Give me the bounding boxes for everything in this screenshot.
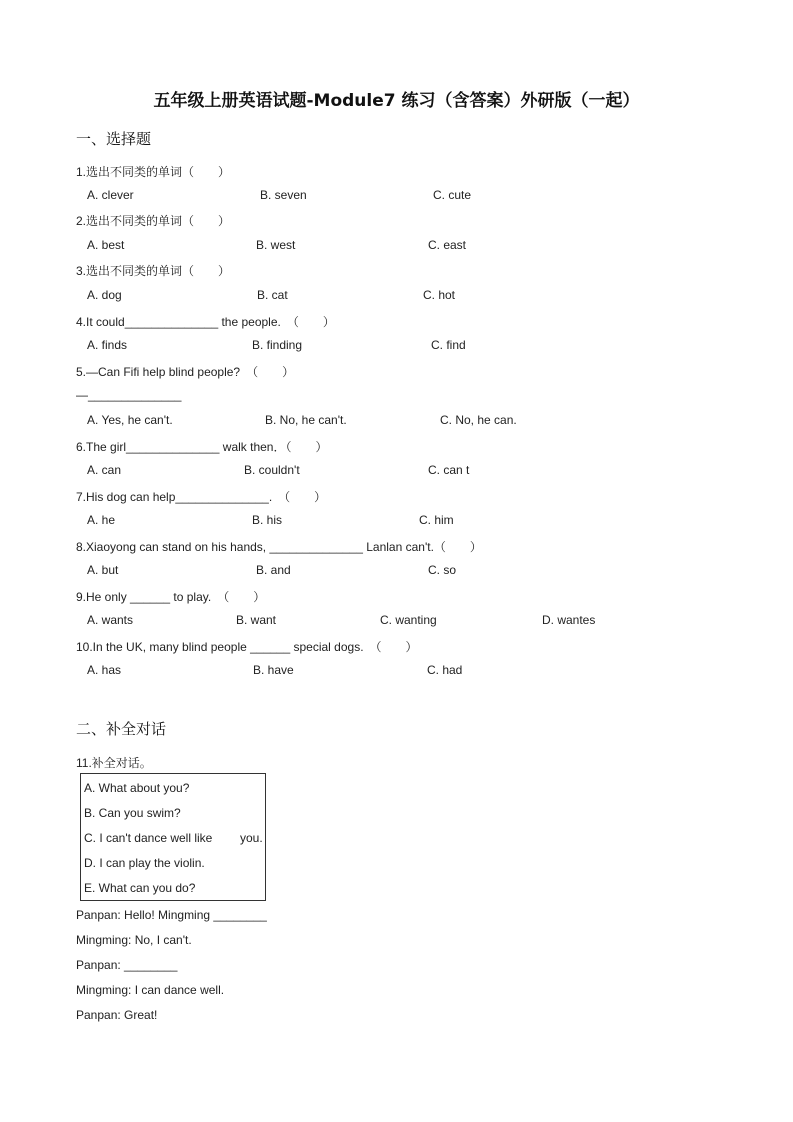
question-6-option-b[interactable]: B. couldn't xyxy=(244,463,300,477)
page-title: 五年级上册英语试题-Module7 练习（含答案）外研版（一起） xyxy=(153,91,640,111)
question-10-option-b[interactable]: B. have xyxy=(253,663,294,677)
question-5-stem: 5.—Can Fifi help blind people? （ ） xyxy=(76,365,295,379)
question-4-option-c[interactable]: C. find xyxy=(431,338,466,352)
box-option-b: B. Can you swim? xyxy=(84,806,181,820)
box-option-a: A. What about you? xyxy=(84,781,190,795)
question-9-stem: 9.He only ______ to play. （ ） xyxy=(76,590,266,604)
question-9-option-a[interactable]: A. wants xyxy=(87,613,134,627)
dialogue-line-2: Mingming: No, I can't. xyxy=(76,933,192,947)
question-7-stem: 7.His dog can help______________. （ ） xyxy=(76,490,327,504)
question-3-option-b[interactable]: B. cat xyxy=(257,288,288,302)
question-6-option-c[interactable]: C. can t xyxy=(428,463,470,477)
question-4-option-a[interactable]: A. finds xyxy=(87,338,128,352)
question-7-option-a[interactable]: A. he xyxy=(87,513,116,527)
question-6-option-a[interactable]: A. can xyxy=(87,463,122,477)
question-2-option-a[interactable]: A. best xyxy=(87,238,125,252)
question-9-option-d[interactable]: D. wantes xyxy=(542,613,596,627)
question-3-option-c[interactable]: C. hot xyxy=(423,288,456,302)
question-11-stem: 11.补全对话。 xyxy=(76,756,152,770)
question-8-option-c[interactable]: C. so xyxy=(428,563,457,577)
question-1-option-c[interactable]: C. cute xyxy=(433,188,472,202)
question-1-stem: 1.选出不同类的单词（ ） xyxy=(76,165,231,179)
question-8-option-b[interactable]: B. and xyxy=(256,563,291,577)
question-8-option-a[interactable]: A. but xyxy=(87,563,119,577)
question-5-answer-blank: —______________ xyxy=(76,388,182,402)
dialogue-line-1: Panpan: Hello! Mingming ________ xyxy=(76,908,267,922)
question-3-stem: 3.选出不同类的单词（ ） xyxy=(76,264,231,278)
dialogue-line-3: Panpan: ________ xyxy=(76,958,178,972)
section-heading-choice: 一、选择题 xyxy=(76,130,152,148)
box-option-e: E. What can you do? xyxy=(84,881,196,895)
question-10-stem: 10.In the UK, many blind people ______ special dogs. （ ） xyxy=(76,640,418,654)
question-2-option-c[interactable]: C. east xyxy=(428,238,467,252)
question-4-option-b[interactable]: B. finding xyxy=(252,338,303,352)
question-2-option-b[interactable]: B. west xyxy=(256,238,296,252)
question-2-stem: 2.选出不同类的单词（ ） xyxy=(76,214,231,228)
dialogue-line-5: Panpan: Great! xyxy=(76,1008,158,1022)
section-heading-dialogue: 二、补全对话 xyxy=(76,720,167,738)
question-5-option-c[interactable]: C. No, he can. xyxy=(440,413,517,427)
question-8-stem: 8.Xiaoyong can stand on his hands, ______________ Lanlan can't.（ ） xyxy=(76,540,482,554)
question-5-option-a[interactable]: A. Yes, he can't. xyxy=(87,413,173,427)
question-6-stem: 6.The girl______________ walk then．（ ） xyxy=(76,440,328,454)
question-5-option-b[interactable]: B. No, he can't. xyxy=(265,413,347,427)
question-4-stem: 4.It could______________ the people. （ ） xyxy=(76,315,335,329)
question-7-option-c[interactable]: C. him xyxy=(419,513,454,527)
question-9-option-c[interactable]: C. wanting xyxy=(380,613,437,627)
question-10-option-c[interactable]: C. had xyxy=(427,663,463,677)
question-1-option-b[interactable]: B. seven xyxy=(260,188,307,202)
question-1-option-a[interactable]: A. clever xyxy=(87,188,134,202)
dialogue-line-4: Mingming: I can dance well. xyxy=(76,983,225,997)
question-10-option-a[interactable]: A. has xyxy=(87,663,122,677)
question-9-option-b[interactable]: B. want xyxy=(236,613,277,627)
question-3-option-a[interactable]: A. dog xyxy=(87,288,122,302)
box-option-c-tail: you. xyxy=(240,831,263,845)
question-7-option-b[interactable]: B. his xyxy=(252,513,283,527)
box-option-c: C. I can't dance well like xyxy=(84,831,213,845)
box-option-d: D. I can play the violin. xyxy=(84,856,205,870)
